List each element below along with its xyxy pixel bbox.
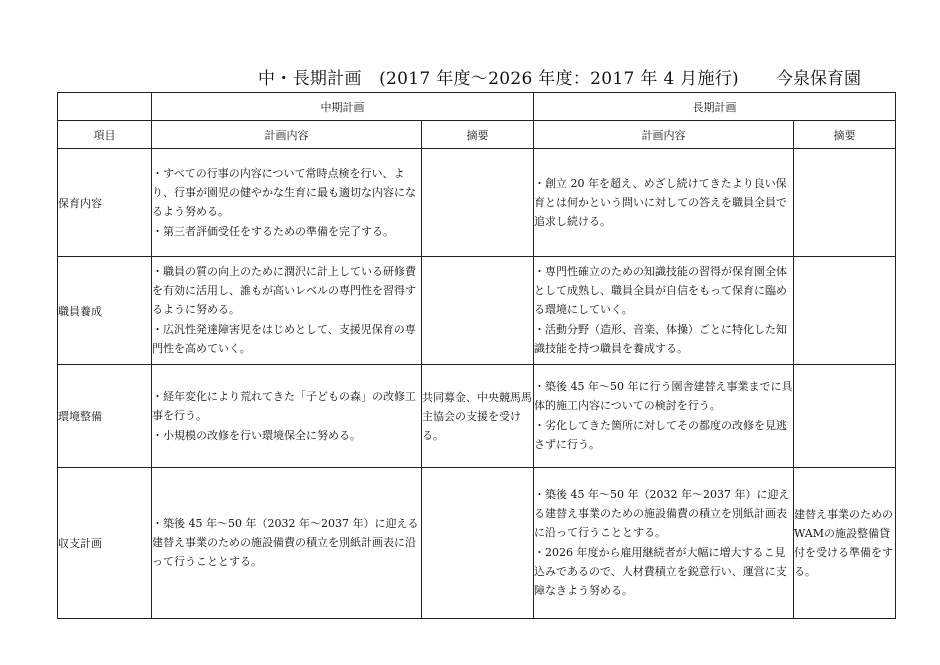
list-item: ・築後 45 年～50 年（2032 年～2037 年）に迎える建替え事業のための施設備費の積立を別紙計画表に沿って行うこととする。: [534, 488, 790, 539]
row-item-label: 環境整備: [58, 365, 152, 468]
long-content-column-header: 計画内容: [534, 121, 794, 149]
list-item: ・第三者評価受任をするための準備を完了する。: [152, 224, 394, 238]
mid-summary-cell: [422, 468, 534, 619]
column-header-row: [58, 121, 896, 149]
long-summary-cell: [794, 365, 896, 468]
row-item-label: 保育内容: [58, 149, 152, 257]
mid-summary-cell: 共同募金、中央競馬馬主協会の支援を受ける。: [422, 365, 534, 468]
long-content-cell: [534, 149, 794, 257]
table-row-environment: [58, 365, 896, 468]
list-item: ・築後 45 年～50 年に行う園舎建替え事業までに具体的施工内容についての検討を行う。: [534, 380, 793, 412]
row-item-label: 職員養成: [58, 257, 152, 365]
list-item: ・創立 20 年を超え、めざし続けてきたより良い保育とは何かという問いに対しての答えを職員全員で追求し続ける。: [534, 176, 787, 228]
long-term-header: 長期計画: [534, 93, 896, 121]
mid-content-cell: [152, 149, 422, 257]
long-content-cell: [534, 468, 794, 619]
mid-content-cell: [152, 257, 422, 365]
mid-content-column-header: 計画内容: [152, 121, 422, 149]
plan-table: [57, 92, 896, 619]
long-summary-cell: 建替え事業のためのWAMの施設整備貸付を受ける準備をする。: [794, 468, 896, 619]
long-content-cell: [534, 365, 794, 468]
list-item: ・小規模の改修を行い環境保全に努める。: [152, 428, 361, 442]
list-item: ・広汎性発達障害児をはじめとして、支援児保育の専門性を高めていく。: [152, 323, 416, 355]
mid-summary-cell: [422, 149, 534, 257]
list-item: ・専門性確立のための知識技能の習得が保育園全体として成熟し、職員全員が自信をもって保育に臨める環境にしていく。: [534, 265, 787, 316]
list-item: ・活動分野（造形、音楽、体操）ごとに特化した知識技能を持つ職員を養成する。: [534, 323, 787, 355]
list-item: ・すべての行事の内容について常時点検を行い、より、行事が園児の健やかな生育に最も適切な内容になるよう努める。: [152, 166, 416, 218]
item-column-header: 項目: [58, 121, 152, 149]
mid-term-header: 中期計画: [152, 93, 534, 121]
list-item: ・劣化してきた箇所に対してその都度の改修を見逃さずに行う。: [534, 419, 787, 451]
blank-header-cell: [58, 93, 152, 121]
list-item: ・経年変化により荒れてきた「子どもの森」の改修工事を行う。: [152, 389, 416, 422]
organization-name: 今泉保育園: [776, 69, 861, 89]
long-summary-cell: [794, 257, 896, 365]
mid-summary-cell: [422, 257, 534, 365]
table-row-staff-training: [58, 257, 896, 365]
group-header-row: [58, 93, 896, 121]
table-row-budget: [58, 468, 896, 619]
list-item: ・職員の質の向上のために潤沢に計上している研修費を有効に活用し、誰もが高いレベルの専門性を習得するように努める。: [152, 265, 416, 316]
table-row-childcare: [58, 149, 896, 257]
long-content-cell: [534, 257, 794, 365]
mid-content-cell: [152, 365, 422, 468]
mid-summary-column-header: 摘要: [422, 121, 534, 149]
row-item-label: 収支計画: [58, 468, 152, 619]
list-item: ・築後 45 年～50 年（2032 年～2037 年）に迎える建替え事業のための施設備費の積立を別紙計画表に沿って行うこととする。: [152, 517, 419, 568]
long-summary-cell: [794, 149, 896, 257]
document-title: 中・長期計画 (2017 年度～2026 年度：2017 年 4 月施行): [258, 69, 739, 89]
long-summary-column-header: 摘要: [794, 121, 896, 149]
list-item: ・2026 年度から雇用継続者が大幅に増大するこ見込みであるので、人材費積立を鋭意行い、運営に支障なきよう努める。: [534, 546, 787, 597]
mid-content-cell: [152, 468, 422, 619]
